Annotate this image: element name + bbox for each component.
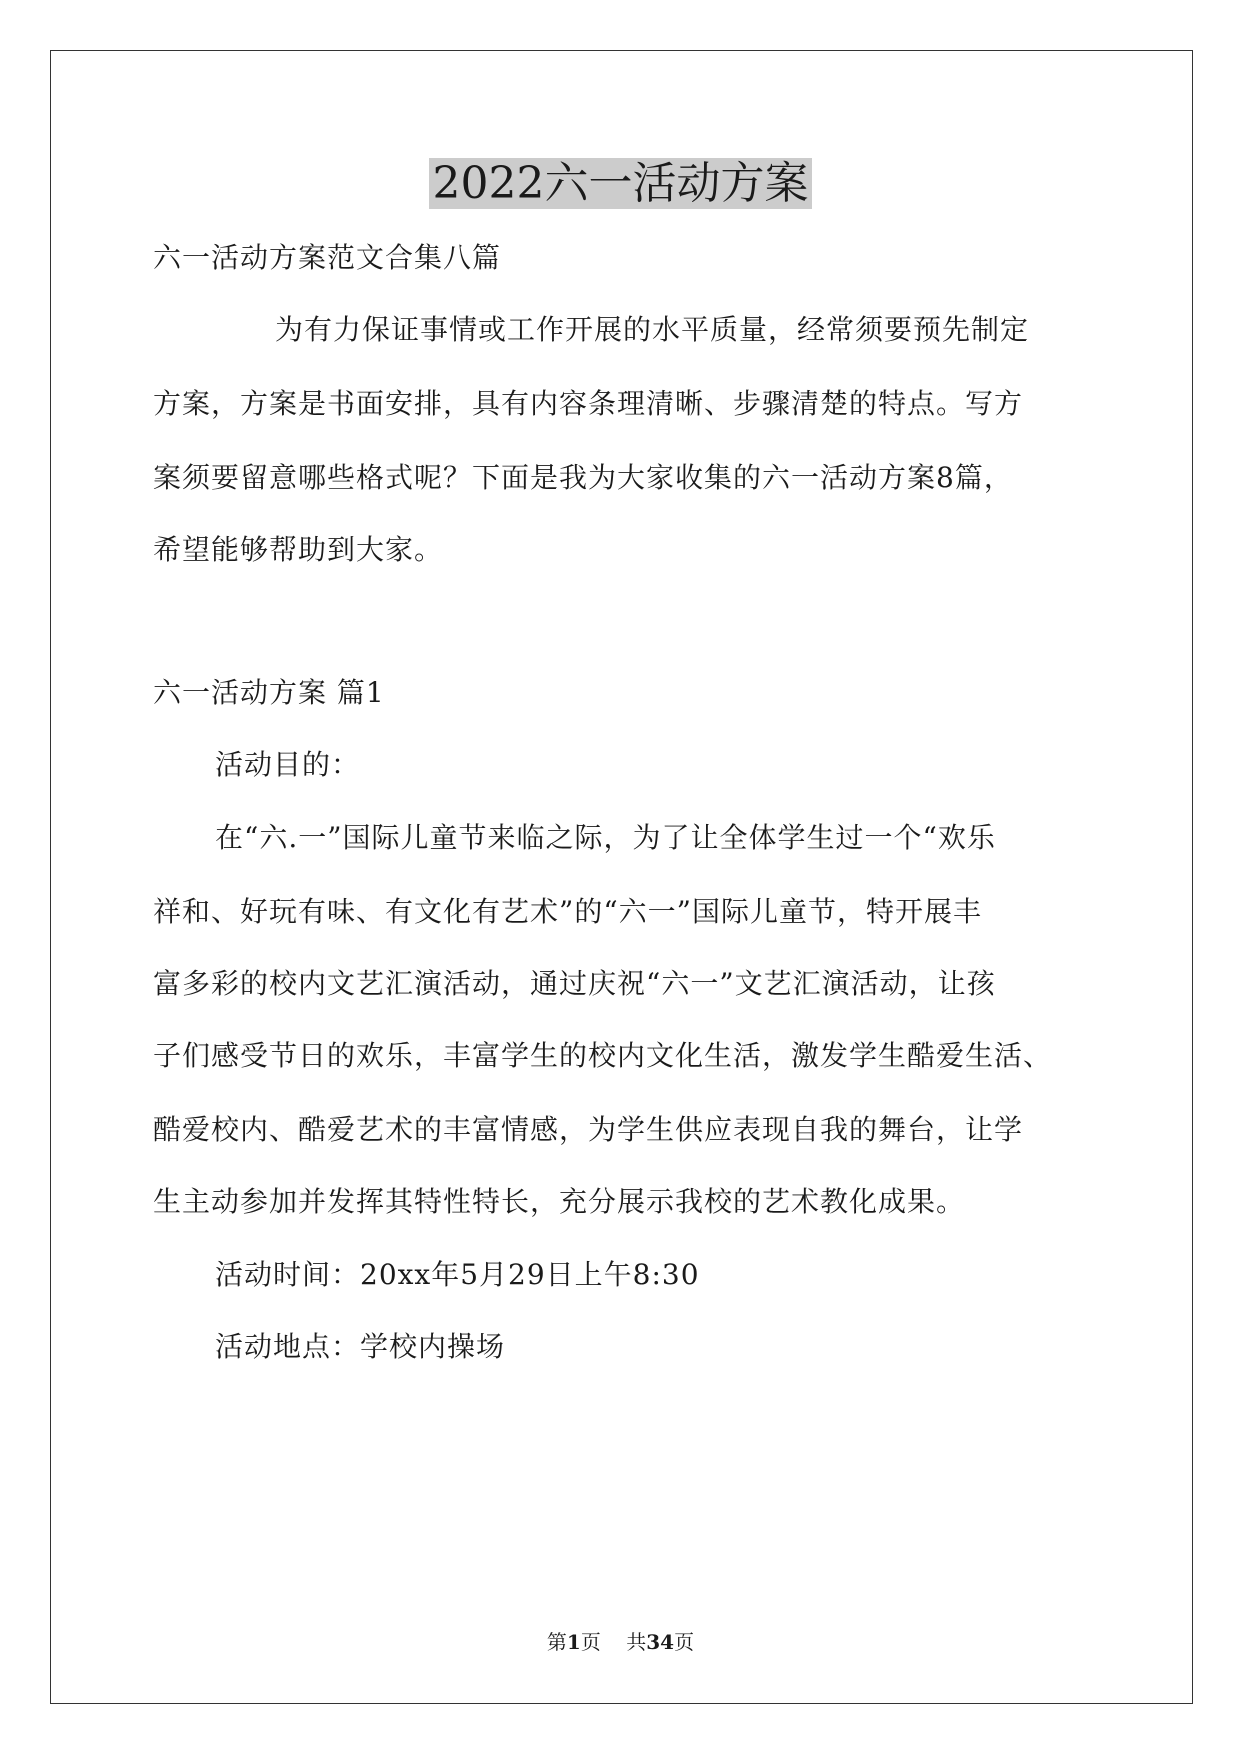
- purpose-line: 酷爱校内、酷爱艺术的丰富情感，为学生供应表现自我的舞台，让学: [153, 1113, 1024, 1146]
- purpose-line: 在“六.一”国际儿童节来临之际，为了让全体学生过一个“欢乐: [215, 821, 996, 854]
- document-title-text: 2022六一活动方案: [429, 158, 813, 209]
- footer-total-suffix: 页: [674, 1630, 695, 1654]
- intro-line: 为有力保证事情或工作开展的水平质量，经常须要预先制定: [275, 313, 1030, 346]
- activity-time: 活动时间：20xx年5月29日上午8:30: [215, 1258, 700, 1291]
- document-title: [0, 155, 1241, 213]
- intro-line: 案须要留意哪些格式呢？下面是我为大家收集的六一活动方案8篇，: [153, 461, 1013, 494]
- activity-place: 活动地点：学校内操场: [215, 1330, 506, 1363]
- page-border: [50, 50, 1193, 1704]
- intro-line: 希望能够帮助到大家。: [153, 533, 444, 566]
- page-footer: [0, 1628, 1241, 1656]
- footer-page-suffix: 页: [580, 1630, 601, 1654]
- total-pages: 34: [646, 1630, 675, 1654]
- intro-line: 方案，方案是书面安排，具有内容条理清晰、步骤清楚的特点。写方: [153, 387, 1024, 420]
- footer-total-prefix: 共: [626, 1630, 647, 1654]
- purpose-line: 富多彩的校内文艺汇演活动，通过庆祝“六一”文艺汇演活动，让孩: [153, 967, 996, 1000]
- purpose-label: 活动目的：: [215, 748, 361, 781]
- purpose-line: 祥和、好玩有味、有文化有艺术”的“六一”国际儿童节，特开展丰: [153, 895, 982, 928]
- document-subtitle: 六一活动方案范文合集八篇: [153, 241, 502, 274]
- purpose-line: 子们感受节日的欢乐，丰富学生的校内文化生活，激发学生酷爱生活、: [153, 1039, 1053, 1072]
- purpose-line: 生主动参加并发挥其特性特长，充分展示我校的艺术教化成果。: [153, 1185, 966, 1218]
- section-heading: 六一活动方案 篇1: [153, 676, 385, 709]
- page-number: 1: [566, 1630, 581, 1654]
- footer-prefix: 第: [546, 1630, 567, 1654]
